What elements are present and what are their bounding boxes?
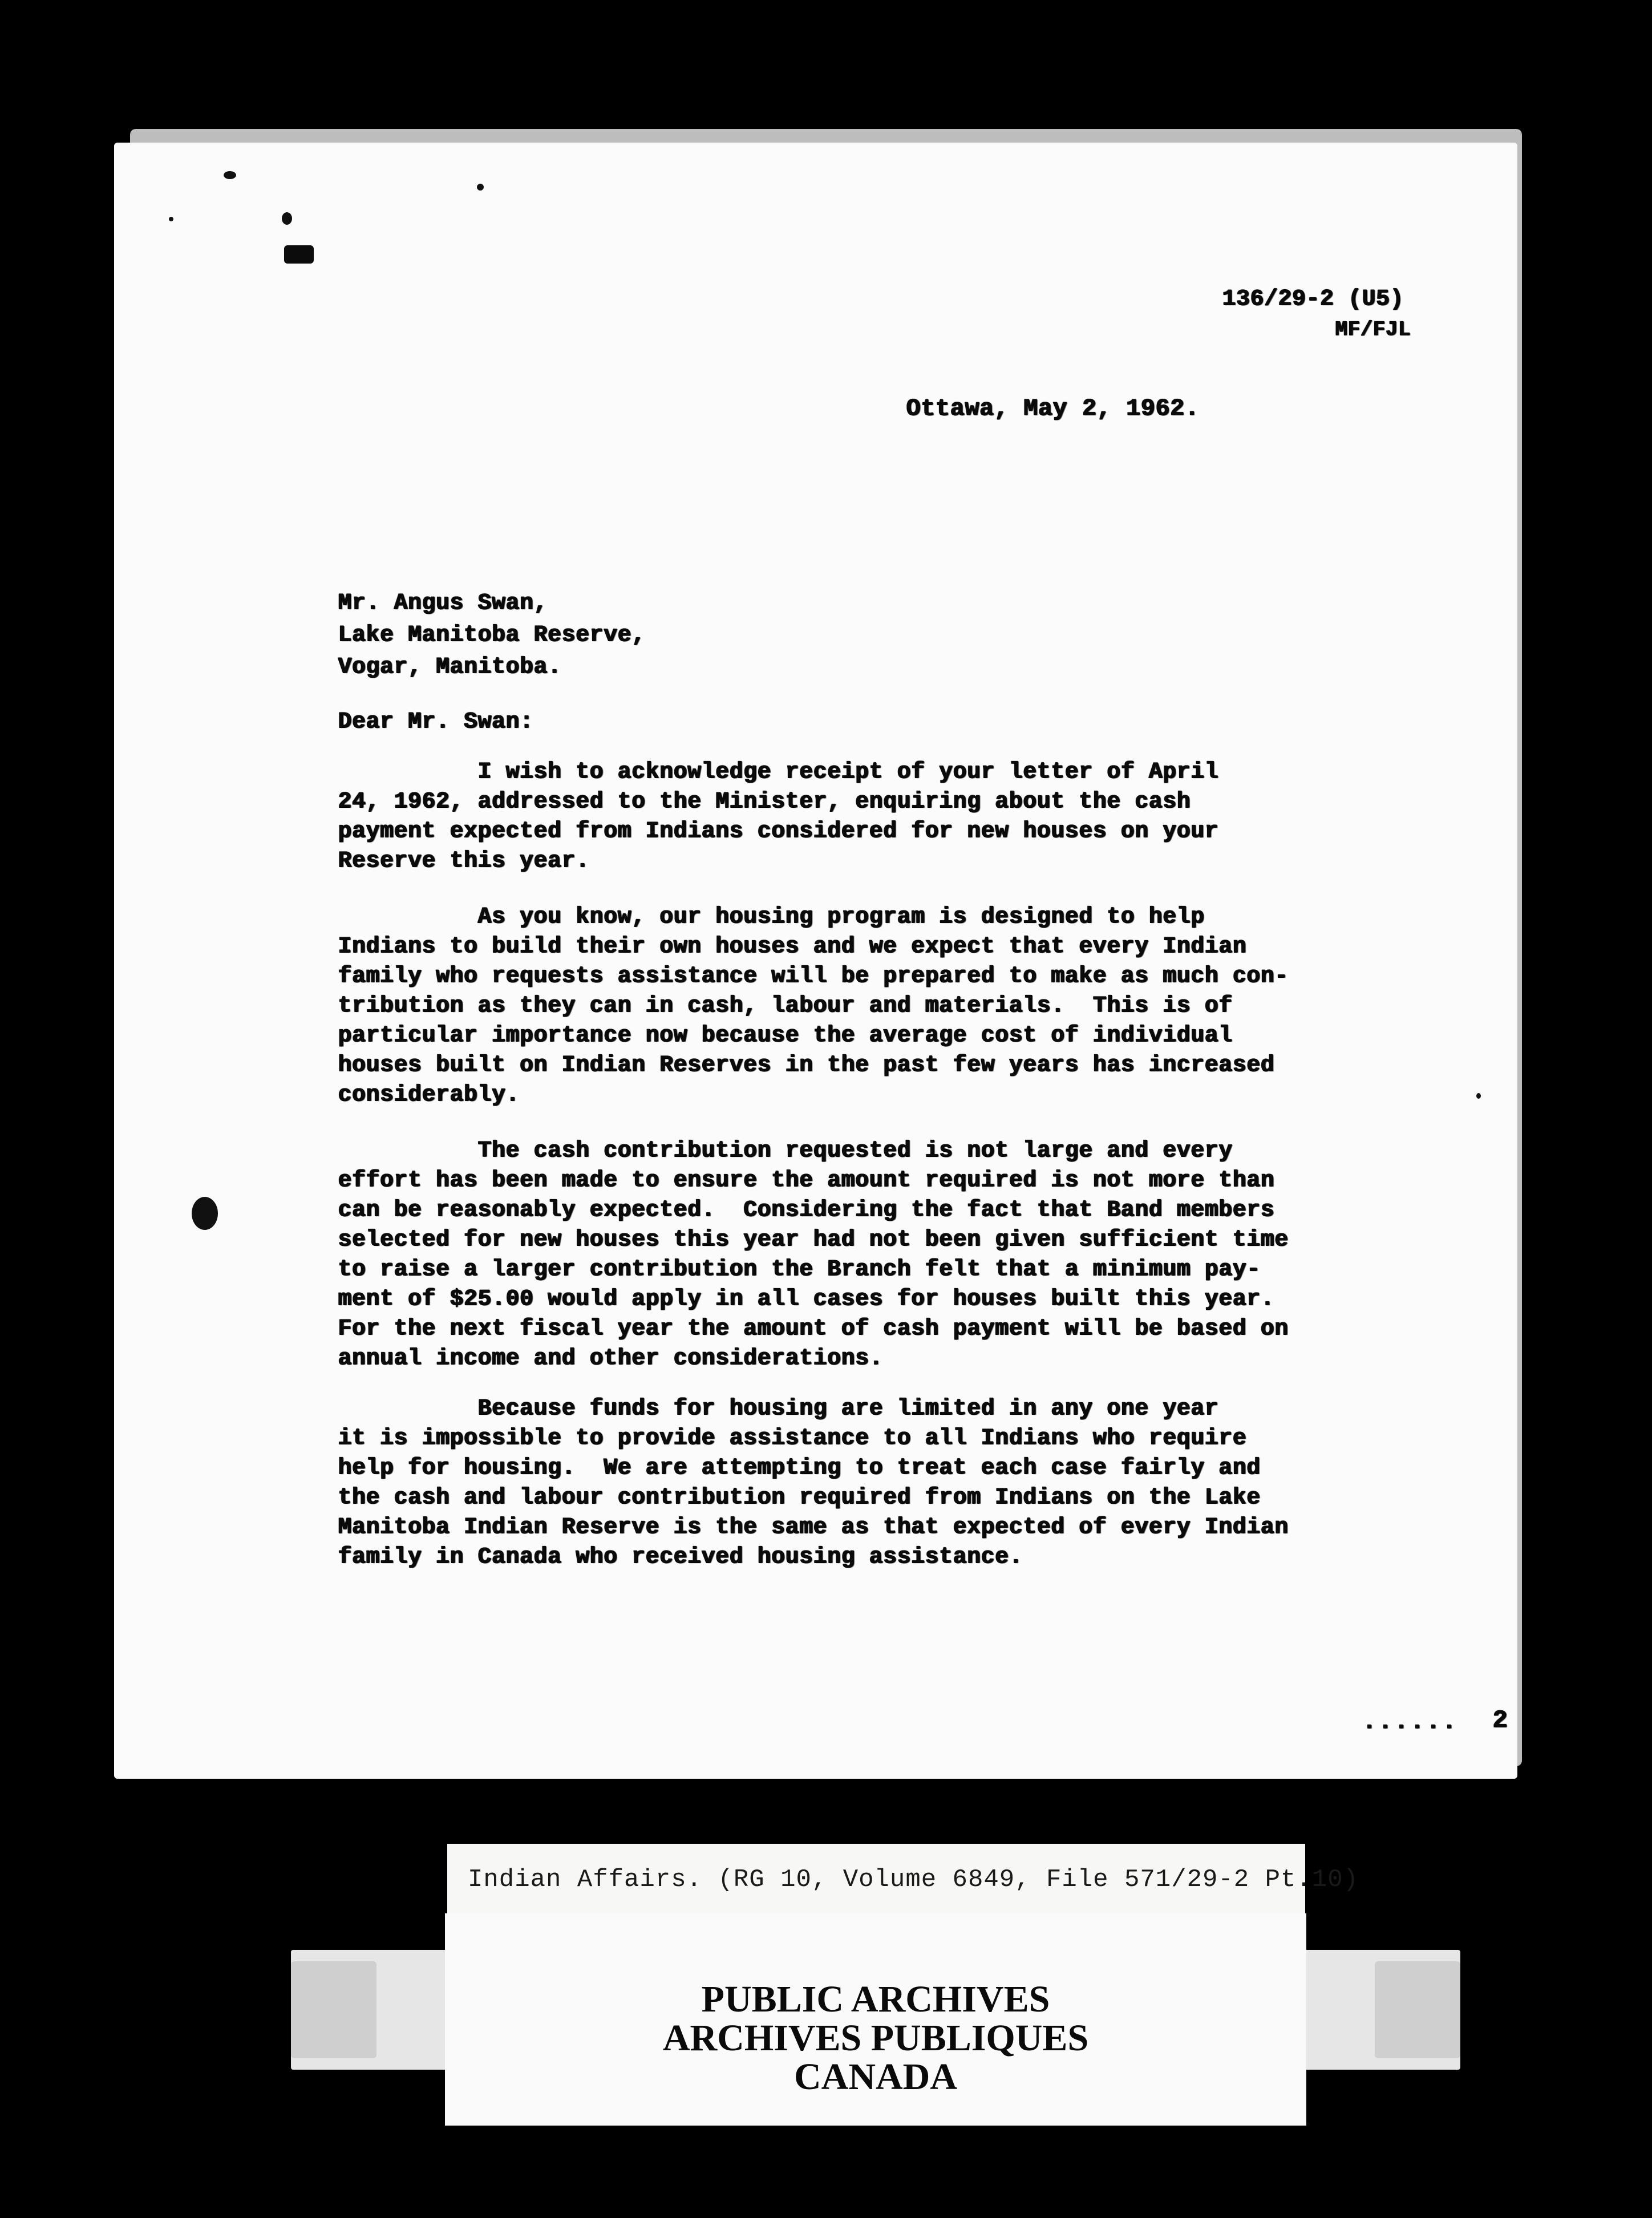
archive-citation: Indian Affairs. (RG 10, Volume 6849, File 571/29-2 Pt.10)	[468, 1865, 1359, 1894]
text-line: houses built on Indian Reserves in the past few years has increased	[338, 1053, 1274, 1078]
text-line: annual income and other considerations.	[338, 1346, 883, 1371]
text-line: Because funds for housing are limited in any one year	[338, 1396, 1218, 1422]
letter-date: Ottawa, May 2, 1962.	[906, 395, 1200, 422]
recipient-address	[338, 588, 645, 683]
corner-mark	[284, 245, 314, 264]
archive-stamp-line-1: PUBLIC ARCHIVES	[701, 1978, 1050, 2020]
text-line: tribution as they can in cash, labour and materials. This is of	[338, 993, 1233, 1019]
archive-stamp-line-3: CANADA	[794, 2056, 957, 2098]
speck	[282, 212, 292, 225]
text-line: payment expected from Indians considered for new houses on your	[338, 819, 1218, 844]
text-line: help for housing. We are attempting to treat each case fairly and	[338, 1455, 1261, 1481]
punch-hole	[192, 1197, 218, 1230]
reference-initials: MF/FJL	[1335, 318, 1411, 341]
address-line: Vogar, Manitoba.	[338, 654, 562, 680]
text-line: For the next fiscal year the amount of cash payment will be based on	[338, 1316, 1289, 1342]
text-line: ment of $25.00 would apply in all cases for houses built this year.	[338, 1286, 1274, 1312]
address-line: Mr. Angus Swan,	[338, 590, 548, 616]
text-line: to raise a larger contribution the Branch felt that a minimum pay-	[338, 1257, 1261, 1282]
text-line: selected for new houses this year had not been given sufficient time	[338, 1227, 1289, 1253]
text-line: considerably.	[338, 1082, 520, 1108]
archive-stamp-line-2: ARCHIVES PUBLIQUES	[662, 2017, 1089, 2059]
stamp-tab-right	[1375, 1961, 1460, 2058]
text-line: 24, 1962, addressed to the Minister, enquiring about the cash	[338, 789, 1191, 815]
address-line: Lake Manitoba Reserve,	[338, 622, 646, 648]
paragraph-housing-program	[338, 902, 1330, 1110]
text-line: Manitoba Indian Reserve is the same as that expected of every Indian	[338, 1515, 1289, 1540]
text-line: Reserve this year.	[338, 848, 590, 874]
stamp-tab-left	[291, 1961, 376, 2058]
text-line: As you know, our housing program is designed to help	[338, 904, 1205, 930]
text-line: effort has been made to ensure the amount required is not more than	[338, 1168, 1274, 1193]
text-line: can be reasonably expected. Considering the fact that Band members	[338, 1197, 1274, 1223]
text-line: I wish to acknowledge receipt of your letter of April	[338, 759, 1218, 785]
text-line: particular importance now because the average cost of individual	[338, 1023, 1233, 1049]
text-line: family who requests assistance will be prepared to make as much con-	[338, 964, 1289, 989]
salutation: Dear Mr. Swan:	[338, 709, 534, 735]
file-reference: 136/29-2 (U5)	[1222, 286, 1404, 312]
paragraph-limited-funds	[338, 1394, 1330, 1572]
text-line: the cash and labour contribution required from Indians on the Lake	[338, 1485, 1261, 1511]
speck	[224, 171, 236, 179]
speck	[477, 184, 484, 191]
text-line: it is impossible to provide assistance to all Indians who require	[338, 1426, 1246, 1451]
text-line: The cash contribution requested is not large and every	[338, 1138, 1233, 1164]
page-number: 2	[1492, 1706, 1508, 1735]
text-line: Indians to build their own houses and we expect that every Indian	[338, 934, 1246, 960]
paragraph-cash-contribution	[338, 1136, 1330, 1374]
speck	[169, 217, 173, 221]
text-line: family in Canada who received housing assistance.	[338, 1544, 1023, 1570]
speck	[1476, 1093, 1481, 1099]
continuation-mark: ......	[1362, 1710, 1459, 1735]
paragraph-acknowledgement	[338, 758, 1330, 876]
